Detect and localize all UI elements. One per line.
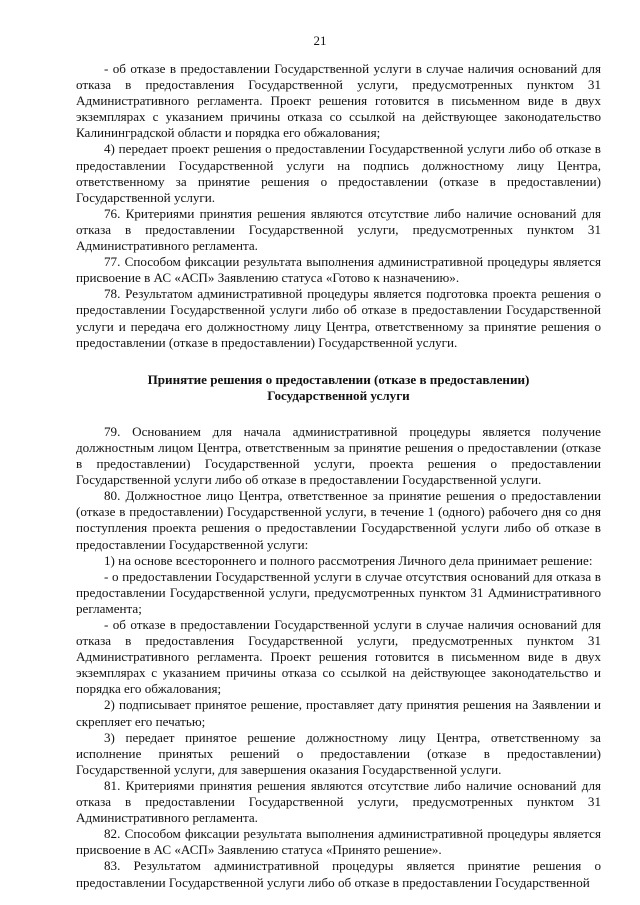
section-heading-line: Государственной услуги	[267, 387, 410, 403]
paragraph: 76. Критериями принятия решения являются отсутствие либо наличие оснований для отказа в предоставлении Государственной услуги, предусмотренных пунктом 31 Административного регламента.	[76, 205, 601, 254]
paragraph: 82. Способом фиксации результата выполнения административной процедуры является присвоение в АС «АСП» Заявлению статуса «Принято решение».	[76, 826, 601, 858]
section-heading	[76, 372, 601, 404]
paragraph: 81. Критериями принятия решения являются отсутствие либо наличие оснований для отказа в предоставлении Государственной услуги, предусмотренных пунктом 31 Административного регламента.	[76, 777, 601, 826]
paragraph: 79. Основанием для начала административной процедуры является получение должностным лицом Центра, ответственным за принятие решения о предоставлении (отказе в предоставлении) Государственной услуги, проекта решения о предоставлении Государственной услуги либо об отказе в предоставлении Государственной услуги.	[76, 423, 601, 488]
document-body	[76, 61, 601, 891]
paragraph: - об отказе в предоставлении Государственной услуги в случае наличия оснований для отказа в предоставления Государственной услуги, предусмотренных пунктом 31 Административного регламента. Проект решения готовится в письменном виде в двух экземплярах с указанием причины отказа со ссылкой на действующее законодательство Калининградской области и порядка его обжалования;	[76, 61, 601, 141]
paragraph: 1) на основе всестороннего и полного рассмотрения Личного дела принимает решение:	[104, 552, 593, 568]
paragraph: 3) передает принятое решение должностному лицу Центра, ответственному за исполнение принятых решений о предоставлении (отказе в предоставлении) Государственной услуги, для завершения оказания Государственной услуги.	[76, 729, 601, 777]
paragraph: 80. Должностное лицо Центра, ответственное за принятие решения о предоставлении (отказе в предоставлении) Государственной услуги, в течение 1 (одного) рабочего дня со дня поступления проекта решения о предоставлении Государственной услуги либо об отказе в предоставлении Государственной услуги:	[76, 488, 601, 552]
paragraph: - о предоставлении Государственной услуги в случае отсутствия оснований для отказа в предоставлении Государственной услуги, предусмотренных пунктом 31 Административного регламента;	[76, 568, 601, 616]
paragraph: 2) подписывает принятое решение, проставляет дату принятия решения на Заявлении и скрепляет его печатью;	[76, 697, 601, 729]
paragraph: - об отказе в предоставлении Государственной услуги в случае наличия оснований для отказа в предоставления Государственной услуги, предусмотренных пунктом 31 Административного регламента. Проект решения готовится в письменном виде в двух экземплярах с указанием причины отказа со ссылкой на действующее законодательство и порядка его обжалования;	[76, 617, 601, 697]
paragraph: 4) передает проект решения о предоставлении Государственной услуги либо об отказе в предоставлении Государственной услуги на подпись должностному лицу Центра, ответственному за принятие решения о предоставлении (отказе в предоставлении) Государственной услуги.	[76, 141, 601, 205]
paragraph: 83. Результатом административной процедуры является принятие решения о предоставлении Государственной услуги либо об отказе в предоставлении Государственной	[76, 858, 601, 890]
page-number: 21	[313, 33, 327, 48]
paragraph: 78. Результатом административной процедуры является подготовка проекта решения о предоставлении Государственной услуги либо об отказе в предоставлении Государственной услуги и передача его должностному лицу Центра, ответственному за принятие решения о предоставлении (отказе в предоставлении) Государственной услуги.	[76, 286, 601, 350]
paragraph: 77. Способом фиксации результата выполнения административной процедуры является присвоение в АС «АСП» Заявлению статуса «Готово к назначению».	[76, 254, 601, 286]
section-heading-line: Принятие решения о предоставлении (отказе в предоставлении)	[147, 371, 530, 387]
